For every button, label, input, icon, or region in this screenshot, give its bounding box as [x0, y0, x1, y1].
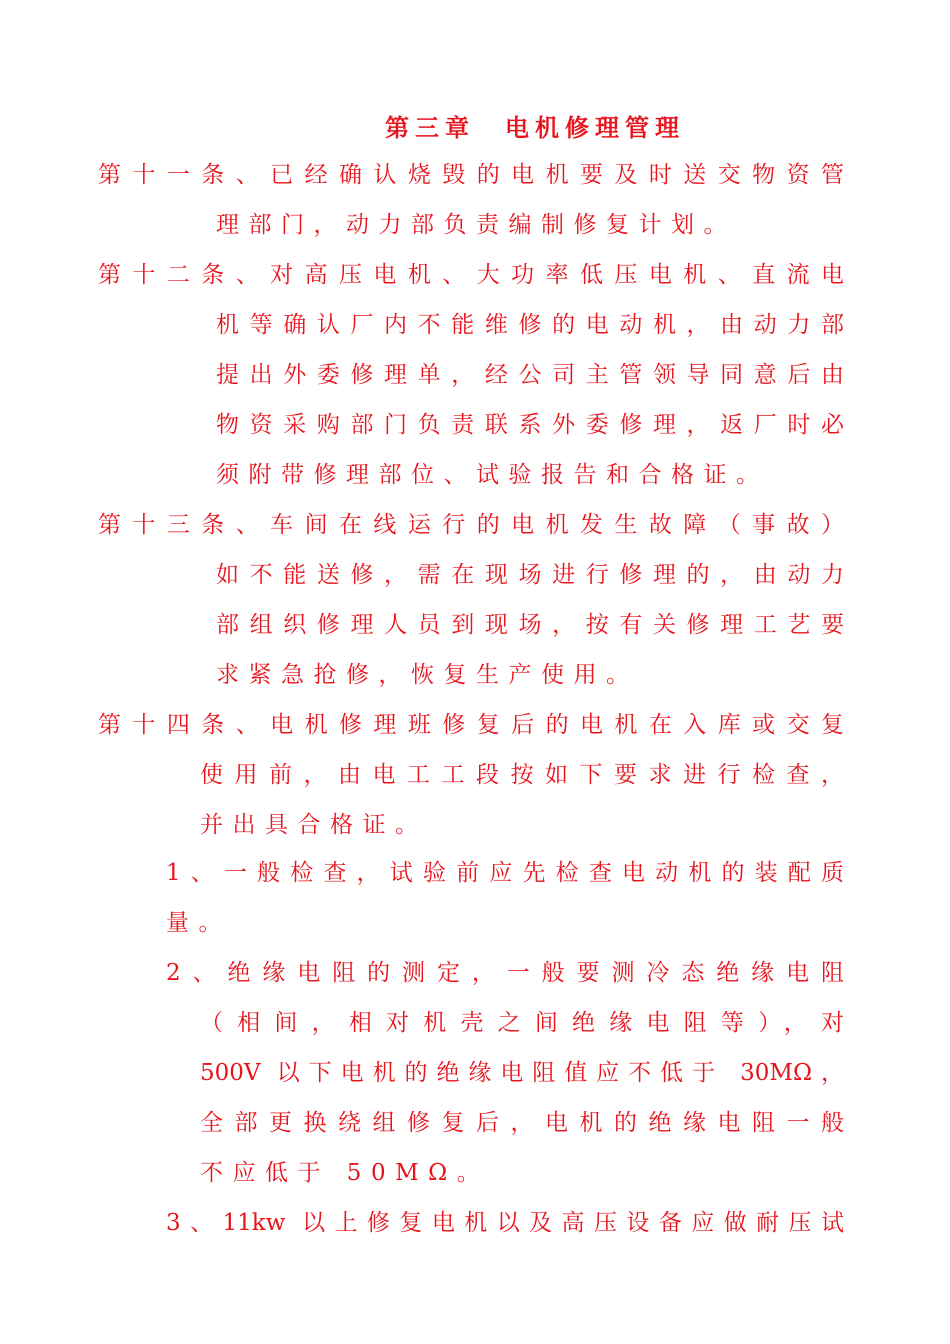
text-line: 量。 — [166, 910, 231, 936]
text-line: 全部更换绕组修复后，电机的绝缘电阻一般 — [200, 1110, 844, 1136]
text-line: 第十三条、车间在线运行的电机发生故障（事故） — [98, 512, 844, 538]
text-line: 3、11kw 以上修复电机以及高压设备应做耐压试 — [166, 1210, 844, 1236]
text-line: 并出具合格证。 — [200, 812, 428, 838]
text-line: 第十四条、电机修理班修复后的电机在入库或交复 — [98, 712, 844, 738]
chapter-title: 第三章 电机修理管理 — [385, 113, 685, 142]
text-line: 第十二条、对高压电机、大功率低压电机、直流电 — [98, 262, 844, 288]
text-line: 不应低于 50MΩ。 — [200, 1160, 490, 1186]
text-line: 提出外委修理单，经公司主管领导同意后由 — [216, 362, 844, 388]
text-line: 1、一般检查，试验前应先检查电动机的装配质 — [166, 860, 844, 886]
text-line: 机等确认厂内不能维修的电动机，由动力部 — [216, 312, 844, 338]
text-line: 500V 以下电机的绝缘电阻值应不低于 30MΩ， — [200, 1060, 844, 1086]
text-line: 第十一条、已经确认烧毁的电机要及时送交物资管 — [98, 162, 844, 188]
text-line: 使用前，由电工工段按如下要求进行检查， — [200, 762, 844, 788]
text-line: 部组织修理人员到现场，按有关修理工艺要 — [216, 612, 844, 638]
text-line: 理部门，动力部负责编制修复计划。 — [216, 212, 736, 238]
text-line: 如不能送修，需在现场进行修理的，由动力 — [216, 562, 844, 588]
text-line: （相间，相对机壳之间绝缘电阻等），对 — [200, 1010, 844, 1036]
text-line: 2、绝缘电阻的测定，一般要测冷态绝缘电阻 — [166, 960, 844, 986]
text-line: 须附带修理部位、试验报告和合格证。 — [216, 462, 769, 488]
text-line: 物资采购部门负责联系外委修理，返厂时必 — [216, 412, 844, 438]
text-line: 求紧急抢修，恢复生产使用。 — [216, 662, 639, 688]
